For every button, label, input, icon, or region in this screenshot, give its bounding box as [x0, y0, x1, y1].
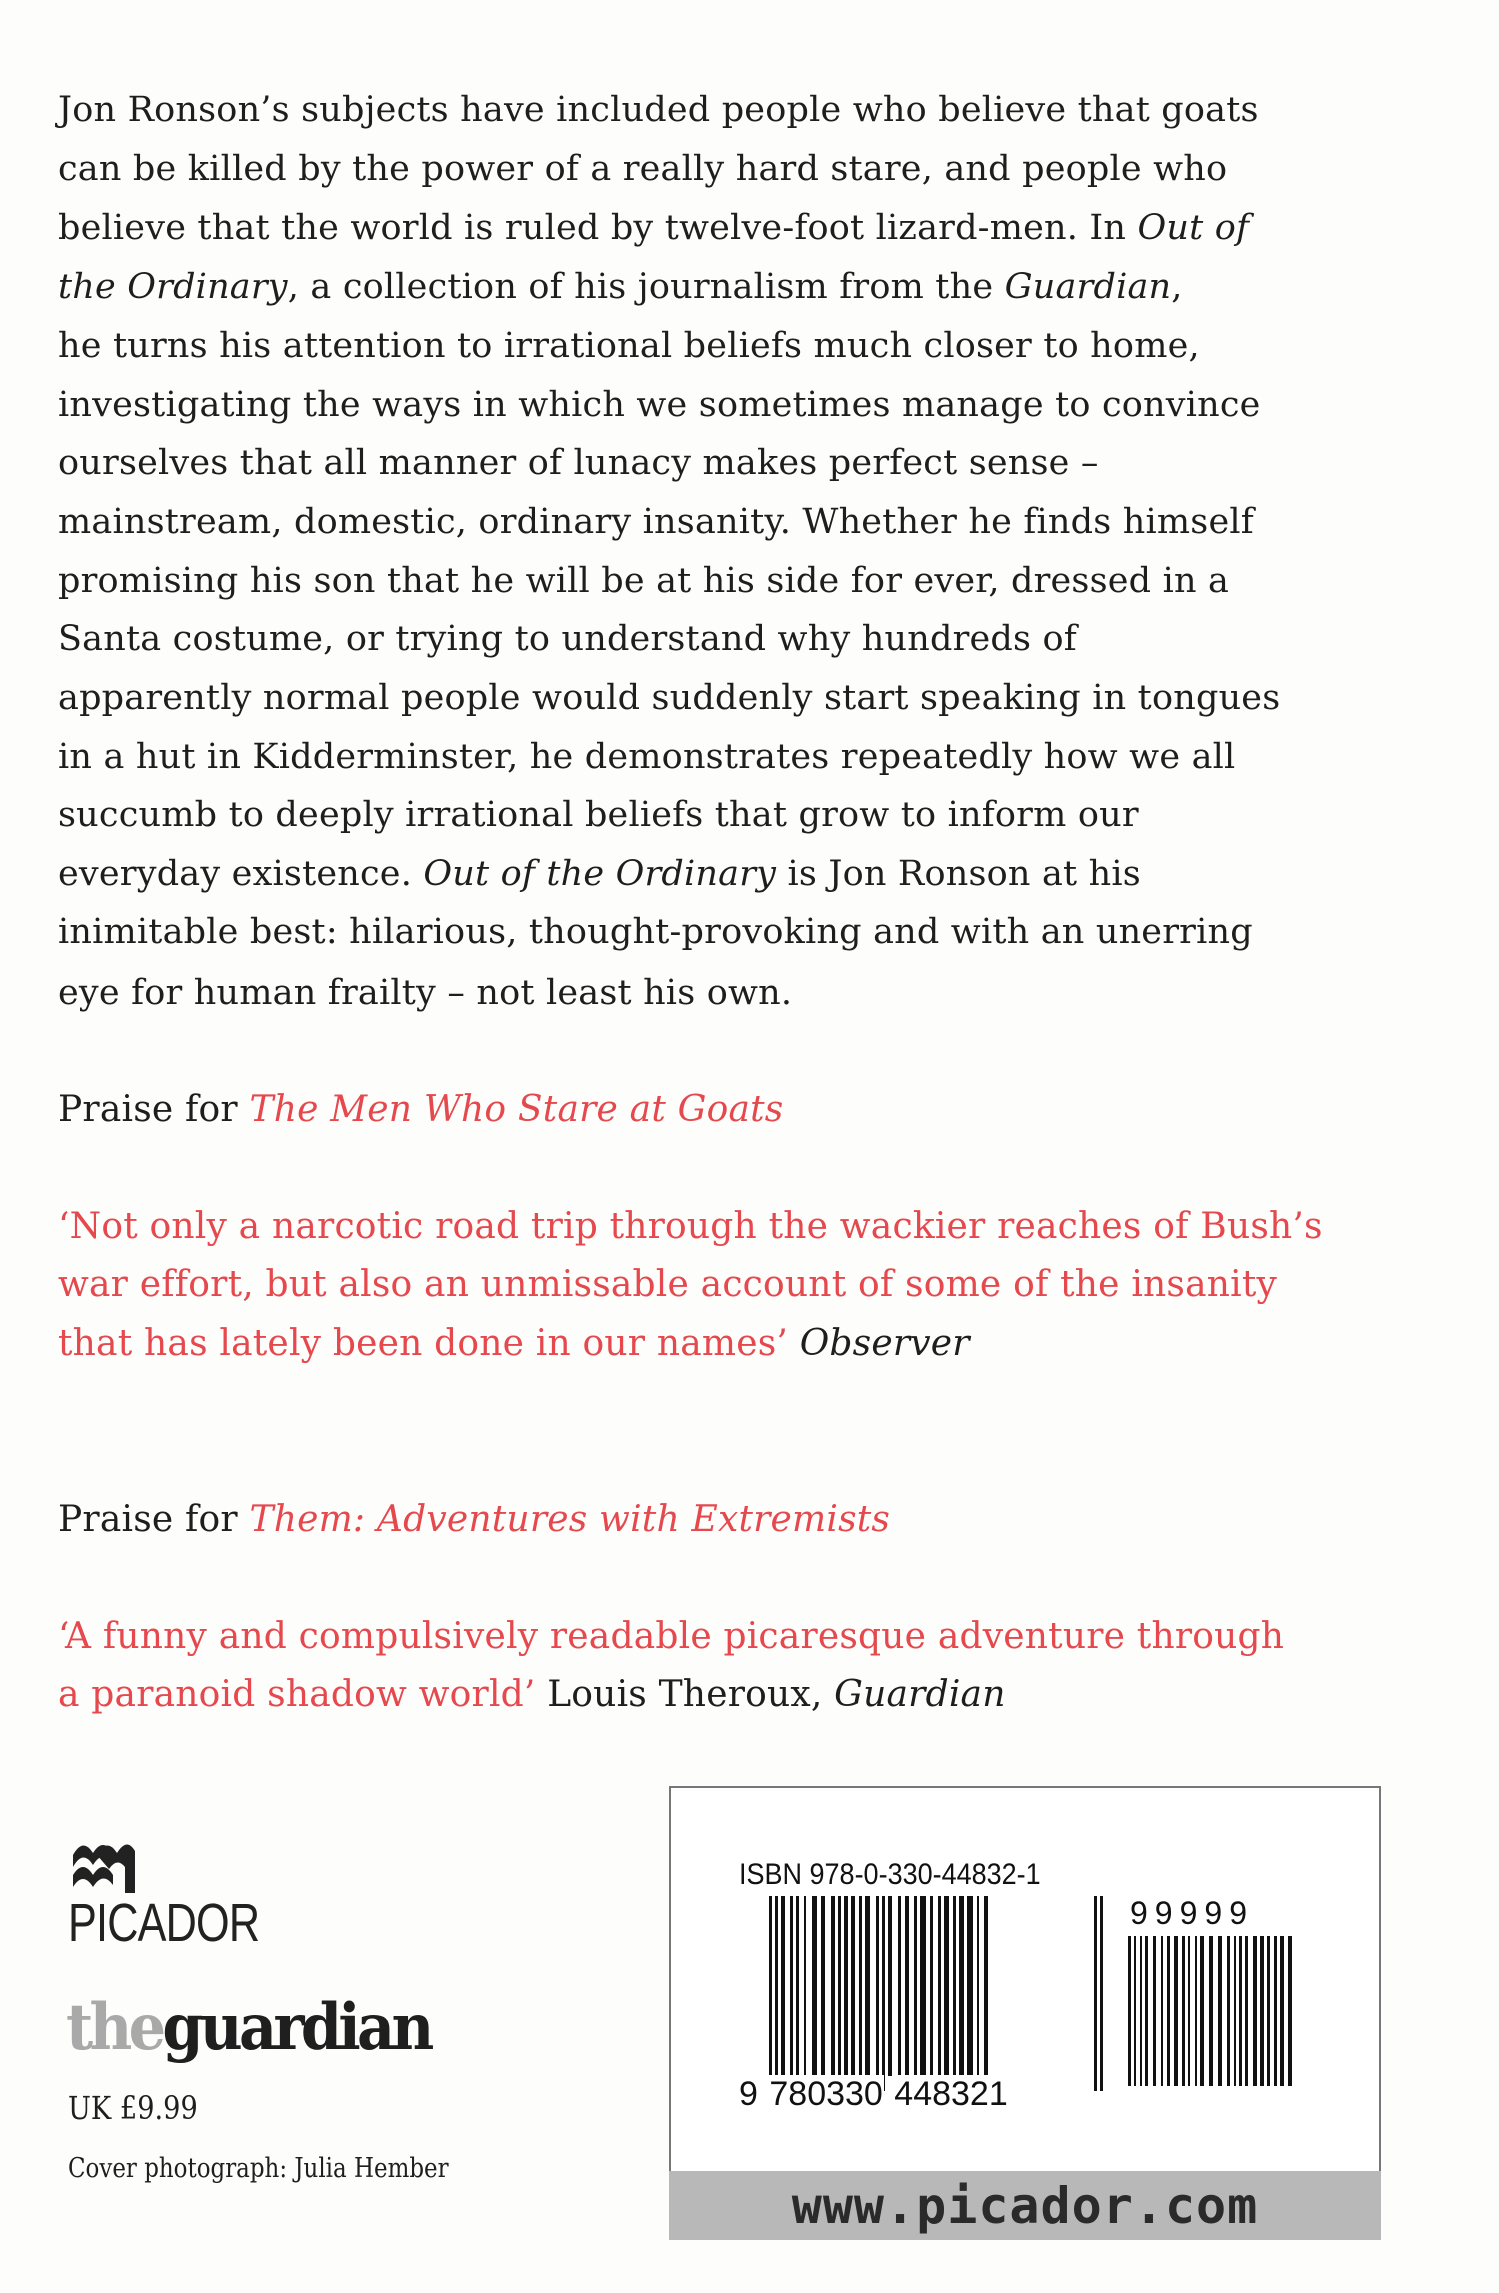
barcode-bar — [1153, 1936, 1156, 2086]
barcode-bar — [790, 1896, 793, 2076]
quote-line: war effort, but also an unmissable account of some of the insanity — [58, 1264, 1278, 1305]
barcode-bar — [967, 1896, 973, 2076]
barcode-bar — [1267, 1936, 1270, 2086]
price: UK £9.99 — [68, 2089, 198, 2127]
barcode-bar — [1234, 1936, 1236, 2086]
barcode-bar — [920, 1896, 926, 2076]
blurb-line — [58, 552, 1229, 610]
barcode-bar — [930, 1896, 933, 2076]
book-title: Out of — [1137, 208, 1250, 248]
barcode-bar — [851, 1896, 855, 2076]
book-title: Out of the Ordinary — [423, 854, 777, 894]
barcode-bar — [1145, 1936, 1148, 2086]
cover-credit: Cover photograph: Julia Hember — [68, 2153, 449, 2184]
blurb-line — [58, 376, 1261, 434]
quote-line — [58, 1666, 1006, 1724]
barcode-bar — [1128, 1936, 1131, 2086]
barcode-bar — [1253, 1936, 1257, 2086]
barcode-bar — [821, 1896, 825, 2076]
barcode-bar — [1260, 1936, 1264, 2086]
barcode-bar — [831, 1896, 835, 2076]
blurb-line — [58, 728, 1235, 786]
text: Santa costume, or trying to understand why hundreds of — [58, 619, 1077, 659]
blurb-line — [58, 434, 1099, 492]
barcode-bar — [838, 1896, 841, 2076]
quote-author: Louis Theroux, — [547, 1674, 835, 1715]
praise-heading — [58, 1081, 784, 1139]
barcode-bar — [898, 1896, 901, 2076]
blurb-line — [58, 903, 1253, 961]
text: mainstream, domestic, ordinary insanity. Whether he finds himself — [58, 502, 1254, 542]
barcode-bar — [1140, 1936, 1142, 2086]
barcode-bar — [953, 1896, 956, 2076]
barcode-bar — [1200, 1936, 1204, 2086]
barcode-bar — [781, 1896, 785, 2076]
barcode-bar — [959, 1896, 964, 2076]
praise-heading — [58, 1491, 890, 1549]
picador-waves-icon — [69, 1835, 141, 1895]
barcode-bar — [882, 1896, 885, 2091]
barcode-bar — [984, 1896, 988, 2076]
text: promising his son that he will be at his side for ever, dressed in a — [58, 561, 1230, 601]
text: succumb to deeply irrational beliefs that grow to inform our — [58, 795, 1139, 835]
barcode-bar — [905, 1896, 909, 2076]
barcode-bar — [1227, 1936, 1230, 2086]
quote-source: Guardian — [834, 1674, 1006, 1715]
barcode-bar — [1167, 1936, 1170, 2086]
barcode-bar — [1188, 1936, 1190, 2086]
blurb-line — [58, 199, 1249, 257]
text: 780330 — [769, 2075, 883, 2113]
barcode-addon-digits: 99999 — [1130, 1895, 1254, 1931]
quote-line: ‘A funny and compulsively readable picaresque adventure through — [58, 1616, 1285, 1657]
newspaper: Guardian — [1004, 267, 1172, 307]
blurb-line — [58, 317, 1200, 375]
blurb-line — [58, 258, 1183, 316]
publisher-name: PICADOR — [68, 1893, 260, 1953]
text: Jon Ronson’s subjects have included people who believe that goats — [58, 90, 1259, 130]
blurb-line — [58, 669, 1280, 727]
barcode-bar — [1134, 1936, 1136, 2086]
barcode-bar — [1218, 1936, 1222, 2086]
blurb-line — [58, 610, 1077, 668]
barcode-bar — [1239, 1936, 1242, 2086]
barcode-bar — [1245, 1936, 1248, 2086]
barcode-bar — [977, 1896, 979, 2076]
text: 448321 — [894, 2075, 1008, 2113]
url-bar — [669, 2171, 1381, 2240]
barcode-bar — [914, 1896, 917, 2076]
barcode-digits — [738, 2075, 1009, 2114]
barcode-bar — [812, 1896, 817, 2076]
text: guardian — [162, 1990, 431, 2065]
text: is Jon Ronson at his — [776, 854, 1141, 894]
text: in a hut in Kidderminster, he demonstrates repeatedly how we all — [58, 737, 1236, 777]
book-title: the Ordinary — [58, 267, 288, 307]
guardian-logo — [66, 1990, 431, 2065]
text: 9 — [739, 2075, 758, 2113]
barcode-bar — [865, 1896, 870, 2076]
text: ourselves that all manner of lunacy makes perfect sense – — [58, 443, 1099, 483]
barcode-bar — [796, 1896, 799, 2076]
quote-line: ‘Not only a narcotic road trip through the wackier reaches of Bush’s — [58, 1206, 1323, 1247]
barcode-bar — [775, 1896, 778, 2091]
text: eye for human frailty – not least his own. — [58, 973, 793, 1013]
quote-line — [58, 1315, 970, 1373]
quote-source: Observer — [799, 1323, 970, 1364]
barcode-bar — [1174, 1936, 1178, 2086]
text: inimitable best: hilarious, thought-provoking and with an unerring — [58, 912, 1253, 952]
isbn: ISBN 978-0-330-44832-1 — [739, 1858, 1041, 1891]
blurb-line — [58, 964, 792, 1022]
barcode-bar — [1274, 1936, 1277, 2086]
text: he turns his attention to irrational beliefs much closer to home, — [58, 326, 1200, 366]
text: , — [1171, 267, 1183, 307]
blurb-line — [58, 81, 1259, 139]
text: a paranoid shadow world’ — [58, 1674, 536, 1715]
text: Praise for — [58, 1089, 250, 1130]
barcode-bar — [769, 1896, 772, 2091]
barcode-bar — [876, 1896, 879, 2091]
text: investigating the ways in which we sometimes manage to convince — [58, 385, 1261, 425]
barcode-bar — [938, 1896, 941, 2076]
barcode-bar — [944, 1896, 949, 2076]
barcode-bar — [1288, 1936, 1292, 2086]
blurb-line — [58, 140, 1227, 198]
barcode-bar — [1094, 1896, 1097, 2091]
text: believe that the world is ruled by twelve-foot lizard-men. In — [58, 208, 1138, 248]
barcode-bar — [1195, 1936, 1197, 2086]
barcode-bar — [888, 1896, 892, 2076]
barcode-bar — [859, 1896, 862, 2076]
book-title: Them: Adventures with Extremists — [249, 1499, 891, 1540]
text: can be killed by the power of a really hard stare, and people who — [58, 149, 1228, 189]
text: that has lately been done in our names’ — [58, 1323, 789, 1364]
blurb-line — [58, 786, 1139, 844]
book-title: The Men Who Stare at Goats — [249, 1089, 784, 1130]
website-url[interactable]: www.picador.com — [791, 2177, 1259, 2235]
barcode-bar — [1100, 1896, 1103, 2091]
blurb-line — [58, 493, 1254, 551]
text: Praise for — [58, 1499, 250, 1540]
barcode-bar — [1182, 1936, 1185, 2086]
text: everyday existence. — [58, 854, 424, 894]
barcode-bar — [844, 1896, 848, 2076]
barcode-bar — [1209, 1936, 1213, 2086]
text: the — [66, 1990, 163, 2065]
barcode-bar — [1280, 1936, 1284, 2086]
blurb-line — [58, 845, 1141, 903]
text: apparently normal people would suddenly start speaking in tongues — [58, 678, 1281, 718]
barcode-bar — [1161, 1936, 1163, 2086]
barcode-bar — [804, 1896, 806, 2076]
text: , a collection of his journalism from the — [287, 267, 1005, 307]
